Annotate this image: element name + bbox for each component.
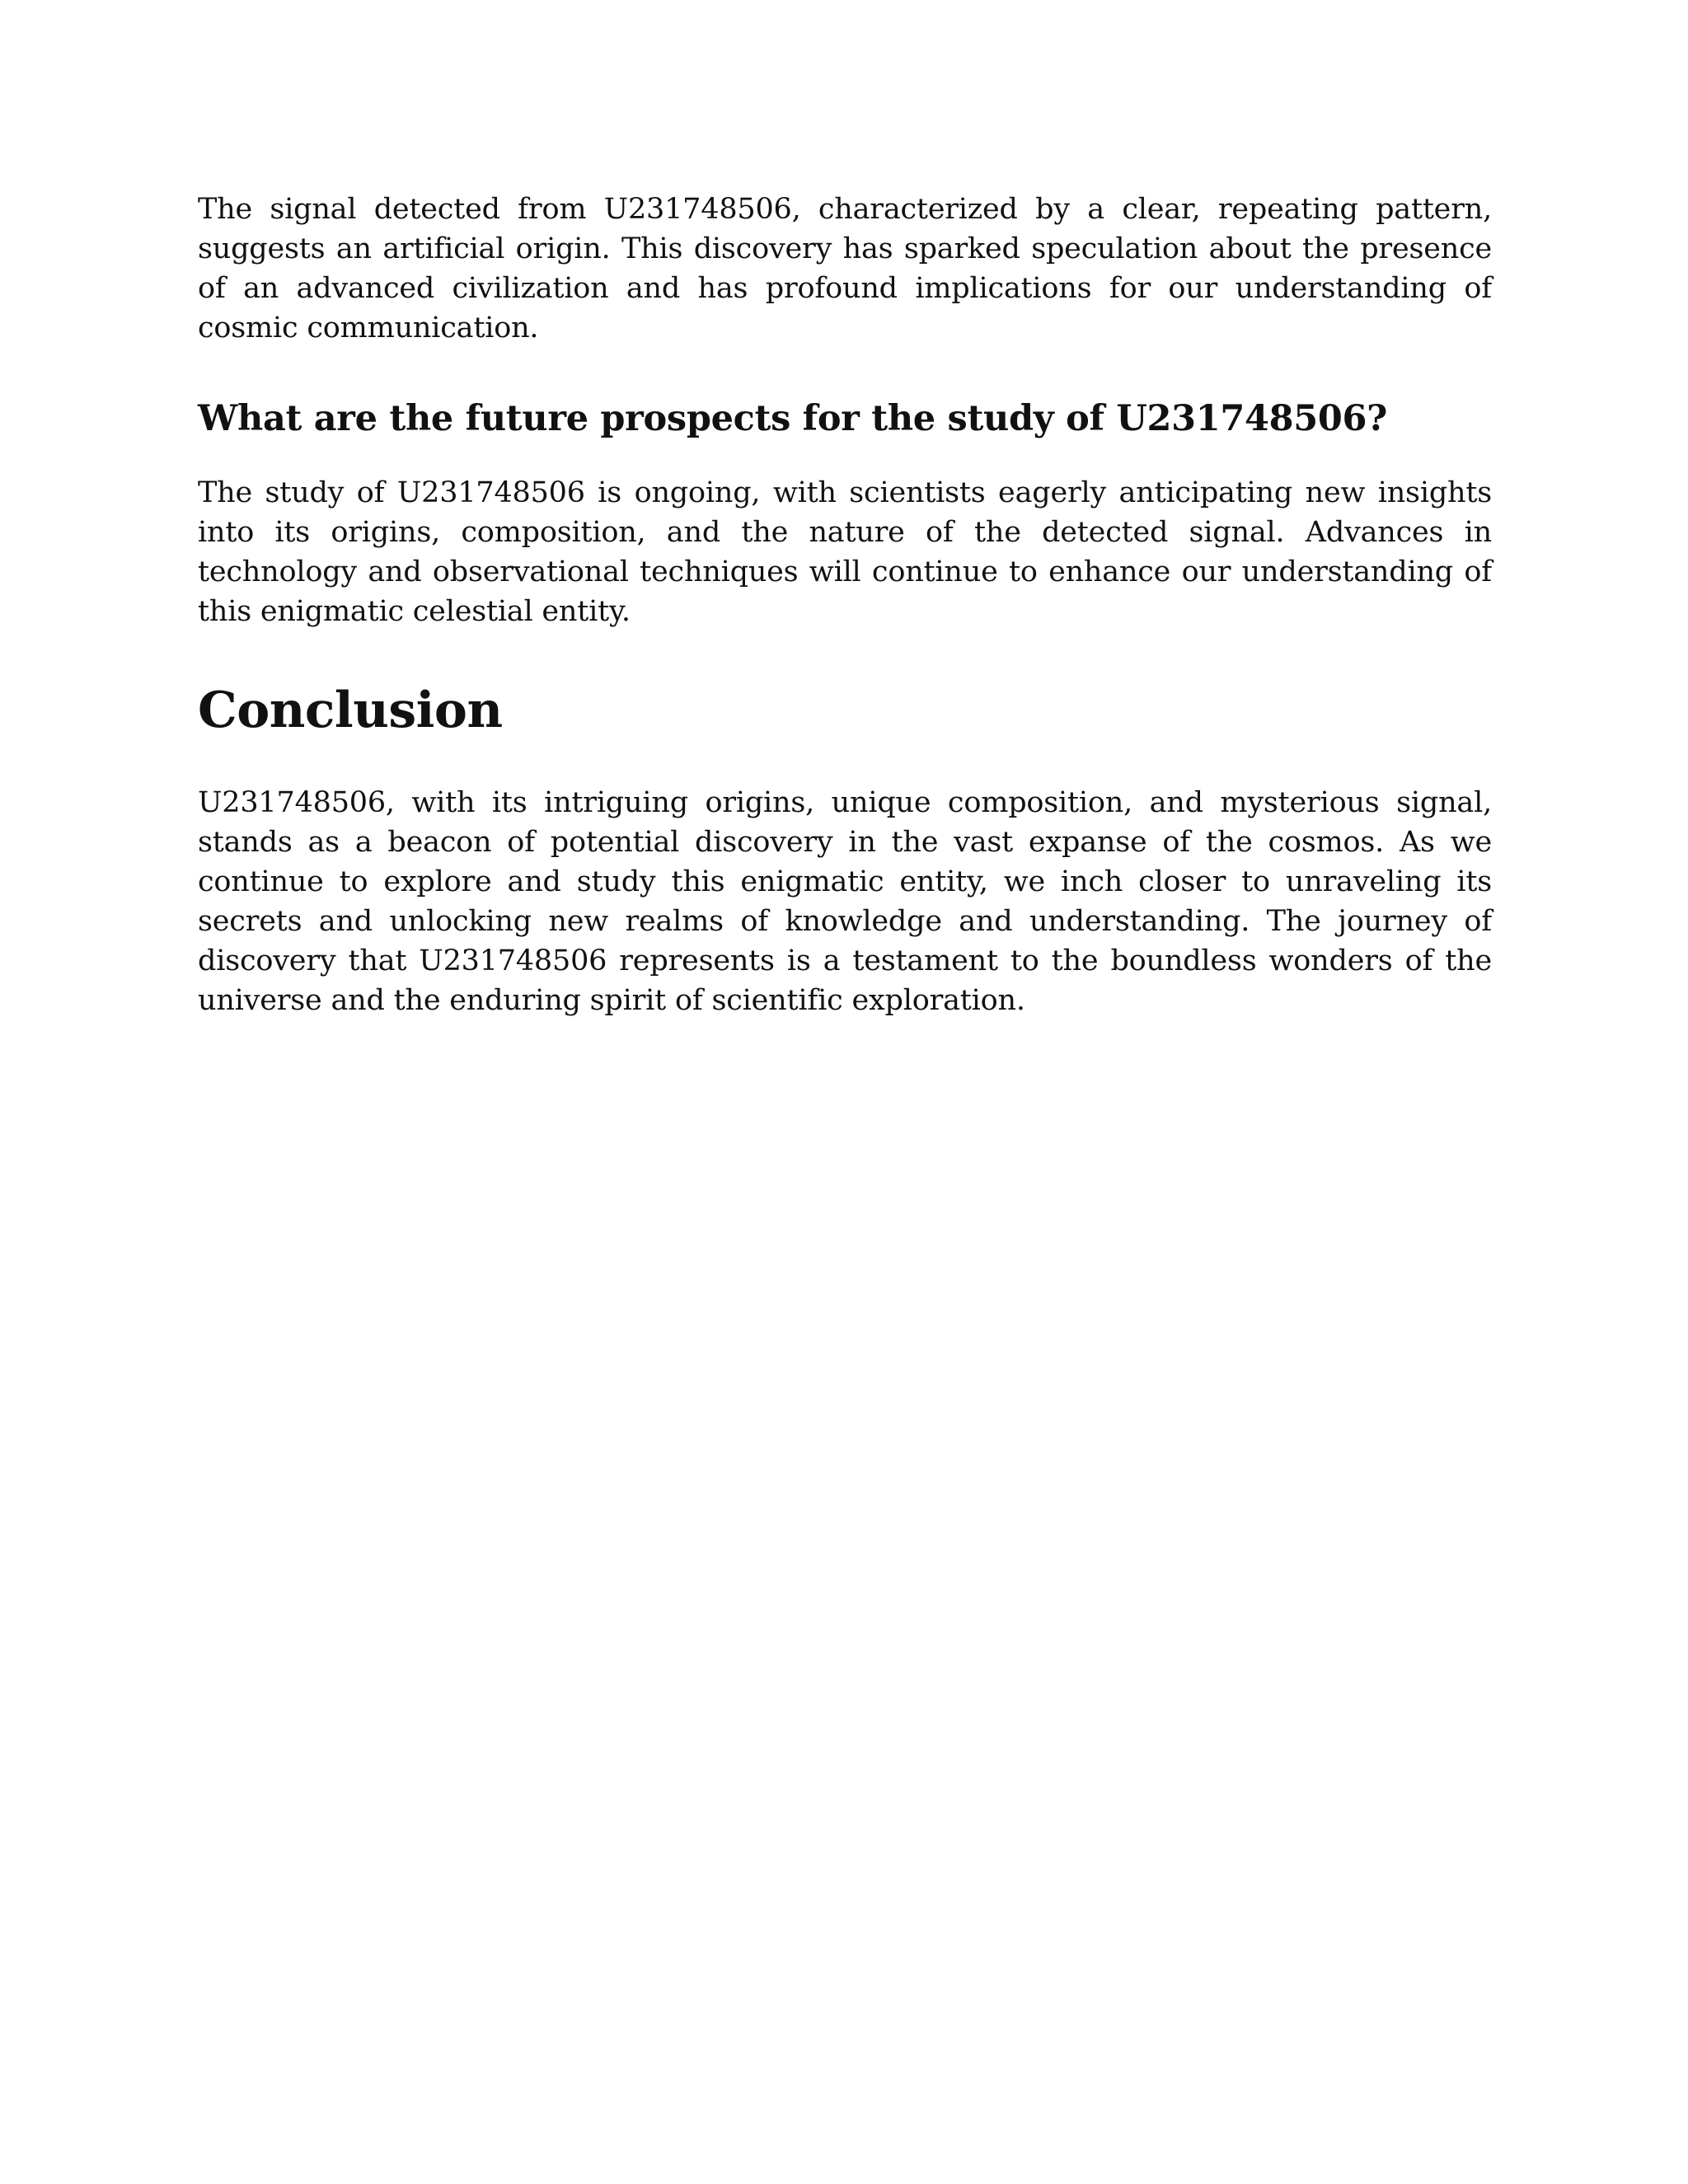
future-prospects-heading: What are the future prospects for the study of U231748506? (198, 398, 1388, 439)
conclusion-paragraph: U231748506, with its intriguing origins, unique composition, and mysterious signal, stands as a beacon of potential discovery in the vast expanse of the cosmos. As we continue to explore and study this enigmatic entity, we inch closer to unraveling its secrets and unlocking new realms of knowledge and understanding. The journey of discovery that U231748506 represents is a testament to the boundless wonders of the universe and the enduring spirit of scientific exploration. (198, 786, 1492, 1017)
future-prospects-paragraph: The study of U231748506 is ongoing, with scientists eagerly anticipating new insights into its origins, composition, and the nature of the detected signal. Advances in technology and observational techniques will continue to enhance our understanding of this enigmatic celestial entity. (198, 476, 1492, 628)
signal-paragraph: The signal detected from U231748506, characterized by a clear, repeating pattern, suggests an artificial origin. This discovery has sparked speculation about the presence of an advanced civilization and has profound implications for our understanding of cosmic communication. (198, 193, 1492, 344)
conclusion-heading: Conclusion (198, 682, 503, 739)
document-body (198, 190, 1492, 1020)
